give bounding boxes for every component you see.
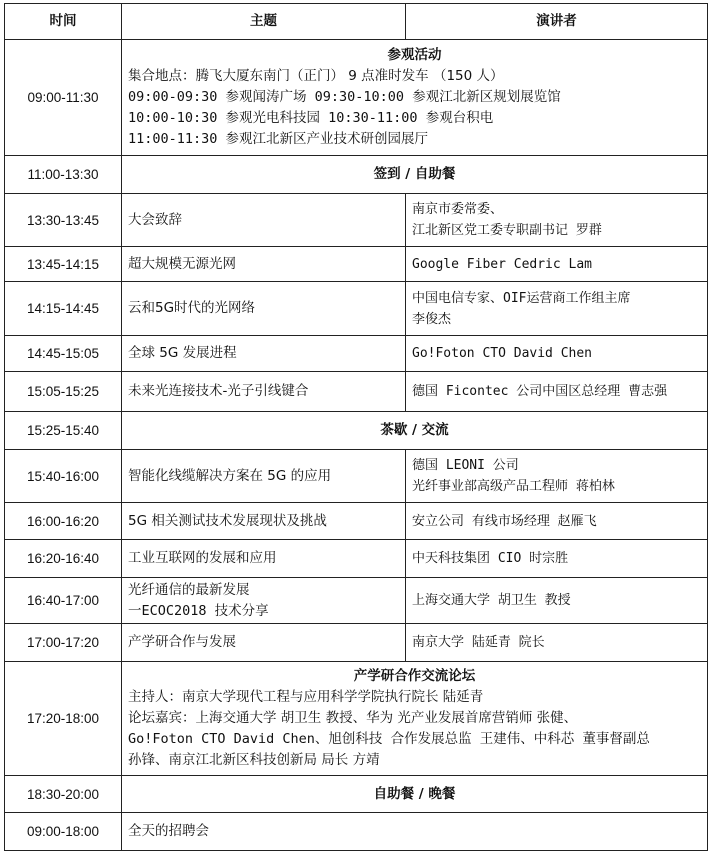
session-speaker: 安立公司 有线市场经理 赵雁飞 <box>406 503 708 540</box>
session-topic: 未来光连接技术-光子引线键合 <box>122 372 406 412</box>
session-speaker: 上海交通大学 胡卫生 教授 <box>406 578 708 624</box>
session-time: 16:00-16:20 <box>5 503 122 540</box>
session-speaker: 中天科技集团 CIO 时宗胜 <box>406 540 708 578</box>
tea-title: 茶歇 / 交流 <box>122 412 708 450</box>
forum-line: Go!Foton CTO David Chen、旭创科技 合作发展总监 王建伟、中科芯 董事督副总 <box>128 731 650 747</box>
session-row <box>5 282 708 336</box>
topic-line: 光纤通信的最新发展 <box>128 581 250 598</box>
session-time: 16:20-16:40 <box>5 540 122 578</box>
session-speaker: 德国 Ficontec 公司中国区总经理 曹志强 <box>406 372 708 412</box>
header-time: 时间 <box>5 4 122 40</box>
session-speaker <box>406 282 708 336</box>
forum-time: 17:20-18:00 <box>5 662 122 776</box>
forum-row <box>5 662 708 776</box>
visit-line: 集合地点：腾飞大厦东南门（正门） 9 点准时发车 （150 人） <box>128 68 504 84</box>
session-row <box>5 450 708 503</box>
session-row <box>5 578 708 624</box>
speaker-line: 光纤事业部高级产品工程师 蒋柏林 <box>412 479 615 494</box>
session-row <box>5 336 708 372</box>
forum-line: 孙锋、南京江北新区科技创新局 局长 方靖 <box>128 752 380 768</box>
session-time: 15:05-15:25 <box>5 372 122 412</box>
jobfair-title: 全天的招聘会 <box>122 813 708 851</box>
session-row <box>5 503 708 540</box>
speaker-line: 南京市委常委、 <box>412 202 504 217</box>
session-row <box>5 247 708 282</box>
visit-line: 09:00-09:30 参观闻涛广场 09:30-10:00 参观江北新区规划展览馆 <box>128 89 561 105</box>
speaker-line: 德国 LEONI 公司 <box>412 458 519 473</box>
dinner-row <box>5 776 708 813</box>
visit-title: 参观活动 <box>387 47 442 63</box>
header-row <box>5 4 708 40</box>
header-topic: 主题 <box>122 4 406 40</box>
tea-row <box>5 412 708 450</box>
session-time: 15:40-16:00 <box>5 450 122 503</box>
forum-line: 论坛嘉宾：上海交通大学 胡卫生 教授、华为 光产业发展首席营销师 张健、 <box>128 710 578 726</box>
signin-title: 签到 / 自助餐 <box>122 156 708 194</box>
signin-row <box>5 156 708 194</box>
session-topic <box>122 578 406 624</box>
session-topic: 云和5G时代的光网络 <box>122 282 406 336</box>
session-topic: 智能化线缆解决方案在 5G 的应用 <box>122 450 406 503</box>
speaker-line: 中国电信专家、OIF运营商工作组主席 <box>412 290 631 306</box>
session-time: 14:45-15:05 <box>5 336 122 372</box>
session-topic: 工业互联网的发展和应用 <box>122 540 406 578</box>
session-speaker <box>406 194 708 247</box>
session-time: 16:40-17:00 <box>5 578 122 624</box>
tea-time: 15:25-15:40 <box>5 412 122 450</box>
dinner-time: 18:30-20:00 <box>5 776 122 813</box>
session-time: 13:30-13:45 <box>5 194 122 247</box>
session-topic: 产学研合作与发展 <box>122 624 406 662</box>
session-time: 14:15-14:45 <box>5 282 122 336</box>
session-time: 13:45-14:15 <box>5 247 122 282</box>
header-speaker: 演讲者 <box>406 4 708 40</box>
forum-cell <box>122 662 708 776</box>
session-row <box>5 194 708 247</box>
visit-row <box>5 40 708 156</box>
speaker-line: 江北新区党工委专职副书记 罗群 <box>412 223 602 238</box>
session-row <box>5 372 708 412</box>
visit-time: 09:00-11:30 <box>5 40 122 156</box>
topic-line: 一ECOC2018 技术分享 <box>128 602 269 619</box>
session-topic: 5G 相关测试技术发展现状及挑战 <box>122 503 406 540</box>
visit-line: 10:00-10:30 参观光电科技园 10:30-11:00 参观台积电 <box>128 110 494 126</box>
jobfair-row <box>5 813 708 851</box>
session-time: 17:00-17:20 <box>5 624 122 662</box>
session-speaker: Google Fiber Cedric Lam <box>406 247 708 282</box>
session-topic: 全球 5G 发展进程 <box>122 336 406 372</box>
session-row <box>5 540 708 578</box>
forum-line: 主持人：南京大学现代工程与应用科学学院执行院长 陆延青 <box>128 689 484 705</box>
visit-line: 11:00-11:30 参观江北新区产业技术研创园展厅 <box>128 131 429 147</box>
session-topic: 超大规模无源光网 <box>122 247 406 282</box>
session-row <box>5 624 708 662</box>
jobfair-time: 09:00-18:00 <box>5 813 122 851</box>
forum-title: 产学研合作交流论坛 <box>353 668 476 684</box>
visit-cell <box>122 40 708 156</box>
session-topic: 大会致辞 <box>122 194 406 247</box>
agenda-table <box>4 3 708 851</box>
session-speaker: 南京大学 陆延青 院长 <box>406 624 708 662</box>
dinner-title: 自助餐 / 晚餐 <box>122 776 708 813</box>
signin-time: 11:00-13:30 <box>5 156 122 194</box>
session-speaker: Go!Foton CTO David Chen <box>406 336 708 372</box>
session-speaker <box>406 450 708 503</box>
speaker-line: 李俊杰 <box>412 311 452 327</box>
